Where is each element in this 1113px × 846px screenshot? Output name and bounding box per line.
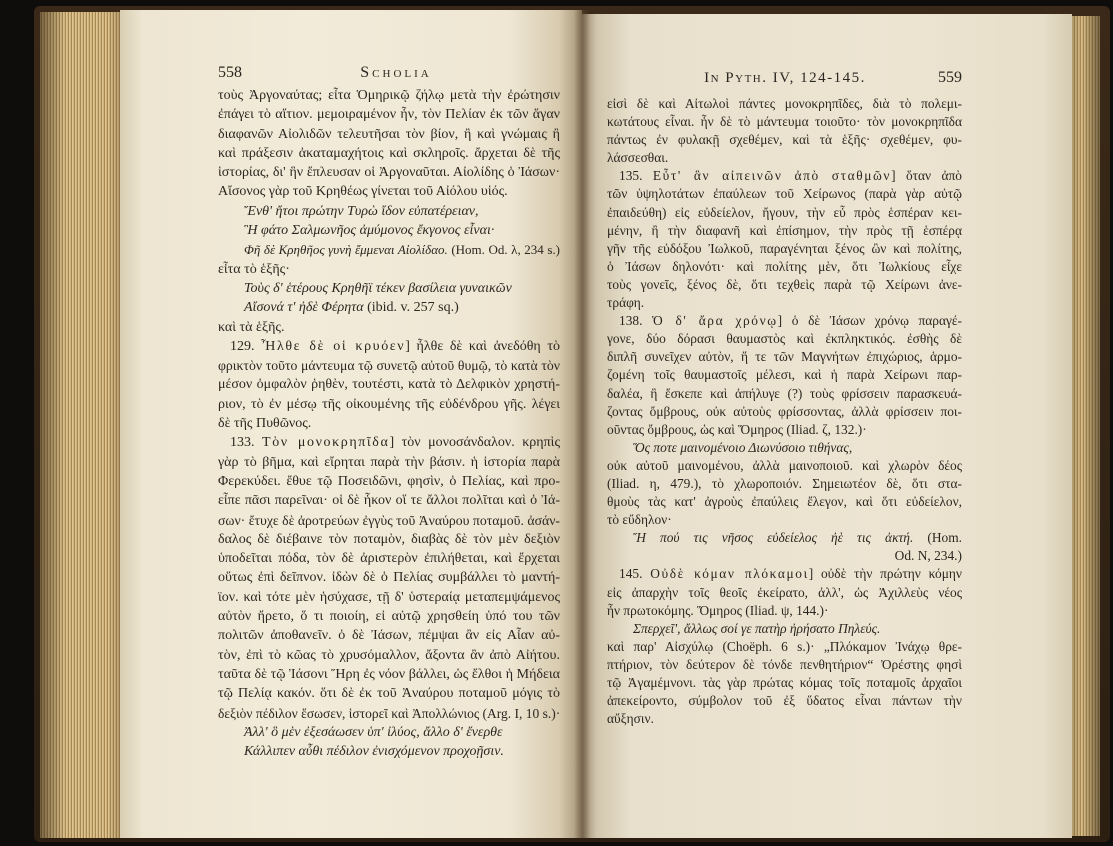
line-text: κωτάτους εἶναι. ἦν δὲ τὸ μάντευμα τοιοῦτο· τὸν μονοκρηπῖδα xyxy=(607,114,962,130)
entry-number: 145. xyxy=(619,566,643,582)
line-text: μένην, ἢ τὴν διαφανῆ καὶ ἐπίσημον, τὴν πρὸς τῇ ἑσπέρᾳ xyxy=(607,222,962,238)
line-text: τοὺς γονεῖς, ξένος δὲ, ὅτι τεχθεὶς παρὰ τῷ Χείρωνι ἀνε- xyxy=(607,276,962,292)
line-text: αὐτὸν ἤρετο, ὅ τι ποιοίη, εἰ αὐτῷ χρησθείη ὑπό του τῶν xyxy=(218,609,560,625)
line-text: τῷ Πελίᾳ κακόν. ὅτι δὲ ἐκ τοῦ Ἀναύρου ποταμοῦ μόγις τὸ xyxy=(218,686,560,702)
right-text-block xyxy=(607,95,962,728)
line-text: τῶν ὑψηλοτάτων ἐπαύλεων τοῦ Χείρωνος (παρὰ γὰρ αὐτῷ xyxy=(607,186,962,202)
line-text: Φερεκύδει. ἔθυε τῷ Ποσειδῶνι, φησὶν, ὁ Πελίας, καὶ προ- xyxy=(218,473,560,489)
line-text: ζοντας ὄμβρους, οὐκ αὐτοὺς φρίσσοντας, ἀλλὰ φρίσσειν ποι- xyxy=(607,403,962,419)
line-text: τὸν, ἐπὶ τὸ κῶας τὸ χρυσόμαλλον, ἄξοντα ἂν ἀπὸ Αἰήτου. xyxy=(218,647,560,663)
line-text: πολιτῶν ἀποθανεῖν. ὁ δὲ Ἰάσων, πέμψαι ἂν εἰς Αἶαν αὐ- xyxy=(218,628,560,644)
text-line xyxy=(607,330,962,348)
text-line xyxy=(607,348,962,366)
text-line xyxy=(607,167,962,185)
text-line xyxy=(607,638,962,656)
text-line xyxy=(218,530,560,549)
citation: (ibid. v. 257 sq.) xyxy=(367,300,459,316)
line-text: Κάλλιπεν αὖθι πέδιλον ἐνισχόμενον προχοῇσιν. xyxy=(244,744,504,760)
page-number: 558 xyxy=(218,64,242,81)
text-line xyxy=(218,433,560,452)
text-line xyxy=(607,692,962,710)
line-text: σων· ἔτυχε δὲ ἀροτρεύων ἐγγὺς τοῦ Ἀναύρου ποταμοῦ. ἀσάν- xyxy=(218,512,560,528)
lemma: Οὐδὲ κόμαν πλόκαμοι xyxy=(650,566,809,582)
line-text: Ἔνθ' ἤτοι πρώτην Τυρὼ ἴδον εὐπατέρειαν, xyxy=(244,203,479,219)
text-line xyxy=(218,221,560,240)
text-line xyxy=(607,258,962,276)
text-line xyxy=(218,568,560,587)
line-text: ϊον. καὶ τότε μὲν ἡσύχασε, τῇ δ' ὑστεραίᾳ μεταπεμψάμενος xyxy=(218,589,560,605)
text-line xyxy=(218,337,560,356)
line-text: καὶ τὰ ἑξῆς. xyxy=(218,319,285,335)
line-text: φρικτὸν τοῦτο μάντευμα τῷ συνετῷ αὐτοῦ θυμῷ, τὸ κατὰ τὸν xyxy=(218,358,560,374)
entry-number: 138. xyxy=(619,313,643,329)
text-line xyxy=(607,547,962,565)
line-text: οὕτως ἐπὶ δεῖπνον. ἰδὼν δὲ ὁ Πελίας συμβάλλει τὸ μαντή- xyxy=(218,570,560,586)
text-line xyxy=(607,620,962,638)
text-line xyxy=(607,511,962,529)
text-line xyxy=(607,294,962,312)
text-line xyxy=(218,279,560,298)
text-line xyxy=(218,260,560,279)
text-line xyxy=(607,131,962,149)
line-text: ] ἦλθε δὲ καὶ ἀνεδόθη τὸ xyxy=(405,338,560,354)
line-text: ] τὸν μονοσάνδαλον. κρηπὶς xyxy=(389,435,560,451)
text-line xyxy=(218,240,560,259)
line-text: Ἣ φάτο Σαλμωνῆος ἀμύμονος ἔκγονος εἶναι· xyxy=(244,223,495,239)
line-text: τοὺς Ἀργοναύτας; εἶτα Ὁμηρικῷ ζήλῳ μετὰ τὴν ἐρώτησιν xyxy=(218,88,560,103)
text-line xyxy=(218,182,560,201)
text-line xyxy=(218,125,560,144)
line-text: πτήριον, τὸν δεύτερον δὲ τόνδε πενθητήριον“ Ὀρέστης φησὶ xyxy=(607,656,962,672)
line-text: διαφανῶν Αἰολιδῶν τελευτῆσαι τὸν βίον, ἢ καὶ γνώμαις ἢ xyxy=(218,126,560,142)
citation: (Hom. Od. λ, 234 s.) xyxy=(451,242,560,258)
line-text: γονε, δύο δόρασι θαυμαστὸς καὶ ἐκπληκτικός. ἐσθὴς δὲ xyxy=(607,331,962,347)
text-line xyxy=(218,511,560,530)
line-text: θμοὺς τὰς κατ' ἀγροὺς ἐπαύλεις ἔλεγον, καὶ ὅτι εὐδείελον, xyxy=(607,494,962,510)
line-text: λάσσεσθαι. xyxy=(607,150,669,166)
line-text: Ὅς ποτε μαινομένοιο Διωνύσοιο τιθήνας, xyxy=(633,439,853,455)
text-line xyxy=(607,385,962,403)
text-line xyxy=(218,356,560,375)
text-line xyxy=(607,403,962,421)
text-line xyxy=(607,457,962,475)
line-text: Τοὺς δ' ἑτέρους Κρηθῆϊ τέκεν βασίλεια γυναικῶν xyxy=(244,280,512,296)
text-line xyxy=(218,472,560,491)
line-text: Ἀλλ' ὃ μὲν ἐξεσάωσεν ὑπ' ἰλύος, ἄλλο δ' ἔνερθε xyxy=(244,724,503,740)
text-line xyxy=(218,105,560,124)
line-text: ἱστορίας, δι' ἣν ἔπλευσαν οἱ Ἀργοναῦται. Αἰολίδης ὁ Ἰάσων· xyxy=(218,165,560,181)
line-text: εἶπε πᾶσι παρεῖναι· οἱ δὲ ἧκον οἵ τε ἄλλοι πολῖται καὶ ὁ Ἰά- xyxy=(218,493,560,509)
text-line xyxy=(607,222,962,240)
line-text: τράφη. xyxy=(607,295,645,311)
line-text: Αἴσονά τ' ἠδὲ Φέρητα xyxy=(244,300,364,316)
page-number: 559 xyxy=(938,69,962,86)
text-line xyxy=(607,421,962,439)
lemma: Τὸν μονοκρηπῖδα xyxy=(262,435,390,451)
line-text: πάντως ἐν φυλακῇ σχεθέμεν, καὶ τὰ ἑξῆς· σχεθέμεν, φυ- xyxy=(607,132,962,148)
text-line xyxy=(218,626,560,645)
line-text: Od. N, 234.) xyxy=(894,548,962,564)
text-line xyxy=(607,602,962,620)
text-line xyxy=(607,366,962,384)
line-text: εἶτα τὸ ἑξῆς· xyxy=(218,261,290,277)
text-line xyxy=(607,113,962,131)
line-text: δὲ τῆς Πυθῶνος. xyxy=(218,416,312,432)
line-text: διπλῆ συνεῖχεν αὐτὸν, ἥ τε τῶν Μαγνήτων ἐπιχώριος, ἁρμο- xyxy=(607,349,962,365)
entry-number: 133. xyxy=(230,435,255,451)
line-text: τὸ εὔδηλον· xyxy=(607,512,672,528)
text-line xyxy=(218,588,560,607)
text-line xyxy=(218,375,560,394)
line-text: ζομένη τοῖς θαυμαστοῖς μέλεσι, καὶ ἡ παρὰ Χείρωνι παρ- xyxy=(607,367,962,383)
text-line xyxy=(607,240,962,258)
line-text: γὰρ τὸ βῆμα, καὶ εἴρηται παρὰ τὴν βάσιν. ἡ ἱστορία παρὰ xyxy=(218,454,560,470)
text-line xyxy=(218,684,560,703)
text-line xyxy=(218,704,560,723)
line-text: καὶ παρ' Αἰσχύλῳ (Choëph. 6 s.)· „Πλόκαμον Ἰνάχῳ θρε- xyxy=(607,638,962,654)
line-text: ἀπεκείροντο, σύμβολον τοῦ ἐξ ὕδατος εἶναι πάντων τὴν xyxy=(607,693,962,709)
citation: (Hom. xyxy=(927,530,962,546)
text-line xyxy=(607,204,962,222)
text-line xyxy=(607,565,962,583)
book-gutter xyxy=(574,10,590,838)
text-line xyxy=(218,665,560,684)
text-line xyxy=(607,493,962,511)
text-line xyxy=(218,549,560,568)
left-text-block xyxy=(218,86,560,761)
lemma: Ἦλθε δὲ οἱ κρυόεν xyxy=(261,338,406,354)
text-line xyxy=(607,149,962,167)
text-line xyxy=(218,646,560,665)
text-line xyxy=(607,185,962,203)
text-line xyxy=(218,86,560,105)
text-line xyxy=(218,163,560,182)
text-line xyxy=(218,491,560,510)
line-text: ἦν πρωτοκόμης. Ὅμηρος (Iliad. ψ, 144.)· xyxy=(607,602,829,618)
line-text: γῆν τῆς εὐδόξου Ἰωλκοῦ, παραγένηται ξένος ὢν καὶ πολίτης, xyxy=(607,240,962,256)
line-text: αὔξησιν. xyxy=(607,711,654,727)
line-text: μέσον ὀμφαλὸν ῥηθὲν, τουτέστι, κατὰ τὸ Δελφικὸν χρηστή- xyxy=(218,377,560,393)
line-text: ὑποδεῖται πόδα, τὸν δὲ ἀριστερὸν ἐπιλήθεται, καὶ ἔρχεται xyxy=(218,551,560,567)
left-page-edges xyxy=(40,12,124,838)
text-line xyxy=(607,312,962,330)
text-line xyxy=(607,584,962,602)
line-text: οὐκ αὐτοῦ μαινομένου, ἀλλὰ μαινοποιοῦ. καὶ χλωρὸν δέος xyxy=(607,457,962,473)
text-line xyxy=(218,453,560,472)
line-text: ] οὐδὲ τὴν πρώτην κόμην xyxy=(808,566,962,582)
text-line xyxy=(607,276,962,294)
line-text: δεξιὸν πέδιλον ἔσωσεν, ἱστορεῖ καὶ Ἀπολλώνιος (Arg. I, 10 s.)· xyxy=(218,705,560,721)
entry-number: 135. xyxy=(619,168,643,184)
line-text: ] ὅταν ἀπὸ xyxy=(891,168,962,184)
right-page-edges xyxy=(1070,16,1100,836)
line-text: Ἤ πού τις νῆσος εὐδείελος ἠὲ τις ἀκτή. xyxy=(633,530,914,546)
text-line xyxy=(218,202,560,221)
line-text: καὶ πράξεσιν ἀκαταμαχήτοις καὶ σκληροῖς. ἄρχεται δὲ τῆς xyxy=(218,145,560,161)
text-line xyxy=(607,439,962,457)
text-line xyxy=(218,742,560,761)
line-text: ὁ Ἰάσων δηλονότι· καὶ πολίτης μὲν, ὅτι Ἰωλκίους εἶχε xyxy=(607,258,962,274)
line-text: δαλος δὲ διέβαινε τὸν ποταμὸν, διαβὰς δὲ τὸν μὲν δεξιὸν xyxy=(218,531,560,547)
running-head: Scholia xyxy=(360,64,432,81)
text-line xyxy=(218,318,560,337)
line-text: (Iliad. η, 479.), τὸ χλωροποιόν. Σημειωτέον δὲ, ὅτι στα- xyxy=(607,475,962,491)
line-text: δαλέα, ἣ ἔσκεπε καὶ ἀπήλυγε (?) τοὺς φρίσσειν παρασκευά- xyxy=(607,385,962,401)
line-text: εἰς ἀπαρχὴν τοῖς θεοῖς ἐκείρατο, ἀλλ', ὡς Ἀχιλλεὺς νέος xyxy=(607,584,962,600)
text-line xyxy=(218,607,560,626)
text-line xyxy=(607,95,962,113)
text-line xyxy=(607,529,962,547)
text-line xyxy=(218,723,560,742)
running-head: In Pyth. IV, 124-145. xyxy=(704,70,866,86)
line-text: ] ὁ δὲ Ἰάσων χρόνῳ παραγέ- xyxy=(777,313,962,329)
line-text: Σπερχεῖ', ἄλλως σοί γε πατὴρ ἠρήσατο Πηλεύς. xyxy=(633,620,881,636)
line-text: ριον, τὸ ἐν μέσῳ τῆς οἰκουμένης τῆς εὐδένδρου γῆς. λέγει xyxy=(218,396,560,412)
text-line xyxy=(218,414,560,433)
text-line xyxy=(607,656,962,674)
text-line xyxy=(218,395,560,414)
line-text: τῷ Ἀγαμέμνονι. τὰς γὰρ πρώτας κόμας τοῖς ποταμοῖς ἀρχαῖοι xyxy=(607,675,962,690)
line-text: οῦντας ὄμβρους, ὡς καὶ Ὅμηρος (Iliad. ζ, 132.)· xyxy=(607,421,867,437)
line-text: Αἴσονος γὰρ τοῦ Κρηθέως γίνεται τοῦ Αἰόλου υἱός. xyxy=(218,184,508,200)
line-text: εἰσὶ δὲ καὶ Αἰτωλοὶ πάντες μονοκρηπῖδες, διὰ τὸ πολεμι- xyxy=(607,96,962,111)
line-text: ταῦτα δὲ τῷ Ἰάσονι Ἥρη ἐς νόον βάλλει, ὡς ἔλθοι ἡ Μήδεια xyxy=(218,666,560,682)
lemma: Εὖτ' ἂν αἰπεινῶν ἀπὸ σταθμῶν xyxy=(652,168,892,184)
lemma: Ὁ δ' ἄρα χρόνῳ xyxy=(652,313,778,329)
entry-number: 129. xyxy=(230,338,255,354)
text-line xyxy=(218,298,560,317)
line-text: Φῆ δὲ Κρηθῆος γυνὴ ἔμμεναι Αἰολίδαο. xyxy=(244,242,448,258)
text-line xyxy=(218,144,560,163)
line-text: ἐπαιδεύθη) εἰς εὐδείελον, ἤγουν, τὴν εὖ πρὸς ἑσπέραν κει- xyxy=(607,204,962,220)
text-line xyxy=(607,710,962,728)
text-line xyxy=(607,674,962,692)
text-line xyxy=(607,475,962,493)
line-text: ἐπάγει τὸ αἴτιον. μεμοιραμένον ἦν, τὸν Πελίαν ἐκ τῶν ἄγαν xyxy=(218,107,560,123)
